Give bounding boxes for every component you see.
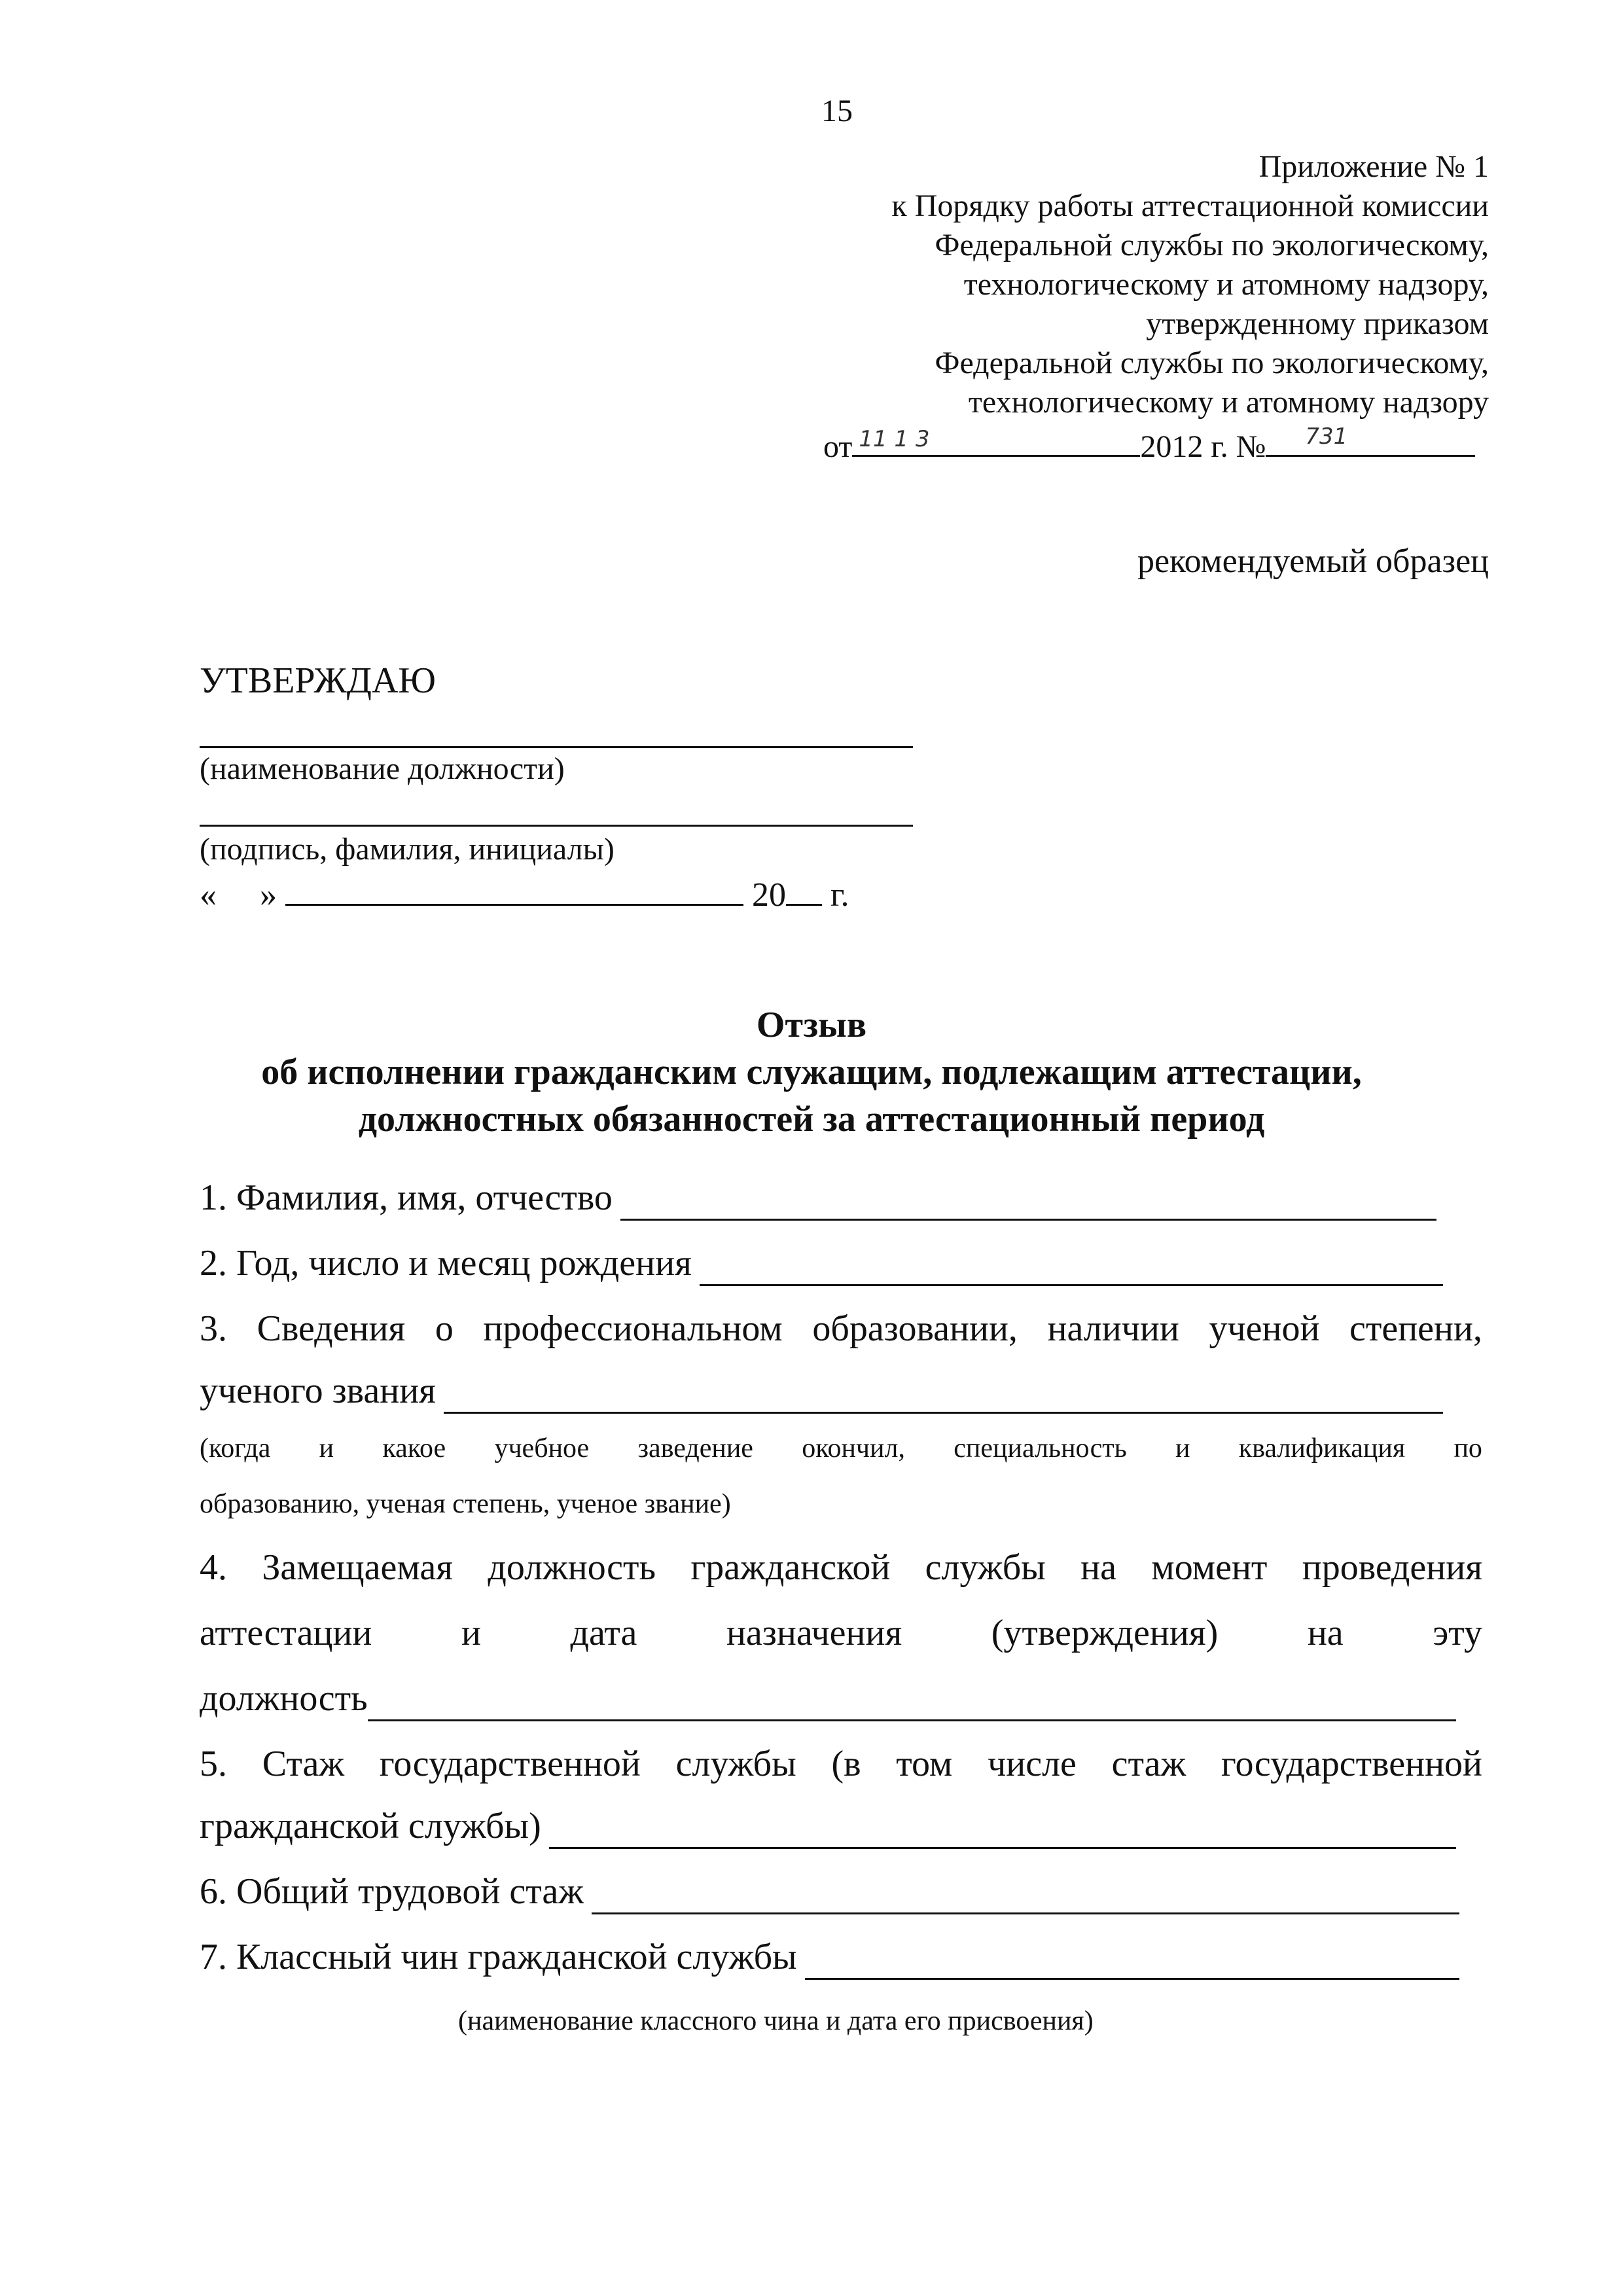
document-heading bbox=[134, 1001, 1489, 1143]
day-field[interactable] bbox=[225, 880, 251, 906]
word: профессиональном bbox=[483, 1308, 783, 1349]
order-date-field[interactable] bbox=[852, 422, 1140, 457]
item-work-experience bbox=[200, 1869, 1459, 1914]
item-education-line2 bbox=[200, 1368, 1443, 1414]
appendix-block bbox=[891, 147, 1489, 422]
word: (утверждения) bbox=[991, 1613, 1219, 1653]
word: на bbox=[1307, 1613, 1344, 1653]
handwritten-number: 731 bbox=[1305, 423, 1348, 450]
item-class-rank bbox=[200, 1934, 1459, 1980]
quote-open: « bbox=[200, 876, 217, 914]
item-label: должность bbox=[200, 1678, 368, 1719]
appendix-line: Федеральной службы по экологическому, bbox=[935, 346, 1489, 380]
appendix-line: утвержденному приказом bbox=[1146, 306, 1489, 341]
word: какое bbox=[382, 1433, 446, 1463]
word: специальность bbox=[954, 1433, 1127, 1463]
word: Стаж bbox=[262, 1744, 345, 1784]
word: окончил, bbox=[802, 1433, 905, 1463]
word: государственной bbox=[1221, 1744, 1482, 1784]
handwritten-date: 11 1 3 bbox=[859, 426, 930, 452]
word: числе bbox=[988, 1744, 1077, 1784]
approve-date-line bbox=[200, 874, 849, 917]
word: гражданской bbox=[690, 1547, 891, 1588]
word: Замещаемая bbox=[262, 1547, 454, 1588]
word: ученой bbox=[1209, 1308, 1320, 1349]
word: и bbox=[461, 1613, 481, 1653]
sample-label: рекомендуемый образец bbox=[1137, 543, 1489, 580]
item-label: ученого звания bbox=[200, 1371, 436, 1411]
appendix-line: к Порядку работы аттестационной комиссии bbox=[891, 188, 1489, 223]
word: службы bbox=[925, 1547, 1046, 1588]
item-label: гражданской службы) bbox=[200, 1806, 541, 1846]
word: наличии bbox=[1047, 1308, 1179, 1349]
appendix-line: технологическому и атомному надзору bbox=[968, 385, 1489, 420]
service-length-field[interactable] bbox=[549, 1816, 1456, 1849]
word: 3. bbox=[200, 1308, 227, 1349]
signature-line[interactable] bbox=[200, 825, 913, 827]
full-name-field[interactable] bbox=[620, 1187, 1436, 1221]
education-note-line2: образованию, ученая степень, ученое звание) bbox=[200, 1489, 731, 1519]
item-label: 6. Общий трудовой стаж bbox=[200, 1871, 584, 1912]
signature-caption: (подпись, фамилия, инициалы) bbox=[200, 832, 615, 867]
position-line[interactable] bbox=[200, 746, 913, 748]
word: степени, bbox=[1349, 1308, 1482, 1349]
class-rank-field[interactable] bbox=[805, 1946, 1459, 1980]
month-field[interactable] bbox=[285, 878, 743, 906]
word: аттестации bbox=[200, 1613, 372, 1653]
word: о bbox=[435, 1308, 454, 1349]
item-position bbox=[200, 1545, 1482, 1590]
word: должность bbox=[488, 1547, 656, 1588]
approve-title: УТВЕРЖДАЮ bbox=[200, 660, 436, 701]
work-experience-field[interactable] bbox=[592, 1881, 1459, 1914]
word: службы bbox=[675, 1744, 796, 1784]
word: проведения bbox=[1302, 1547, 1482, 1588]
item-full-name bbox=[200, 1175, 1436, 1221]
word: 4. bbox=[200, 1547, 227, 1588]
word: момент bbox=[1151, 1547, 1268, 1588]
appendix-line: технологическому и атомному надзору, bbox=[963, 267, 1489, 302]
item-position-line2 bbox=[200, 1610, 1482, 1656]
education-field[interactable] bbox=[444, 1380, 1443, 1414]
year-suffix: г. bbox=[830, 876, 849, 914]
year-number-label: 2012 г. № bbox=[1140, 429, 1266, 464]
word: квалификация bbox=[1238, 1433, 1406, 1463]
order-number-field[interactable] bbox=[1266, 422, 1475, 457]
item-position-line3 bbox=[200, 1676, 1456, 1721]
year-prefix: 20 bbox=[752, 876, 786, 914]
appendix-line: Федеральной службы по экологическому, bbox=[935, 228, 1489, 262]
date-prefix: от bbox=[823, 429, 853, 464]
word: и bbox=[1175, 1433, 1190, 1463]
item-service-length bbox=[200, 1741, 1482, 1787]
item-label: 2. Год, число и месяц рождения bbox=[200, 1243, 692, 1283]
education-note bbox=[200, 1430, 1482, 1467]
word: образовании, bbox=[812, 1308, 1018, 1349]
position-field[interactable] bbox=[368, 1688, 1456, 1721]
word: учебное bbox=[494, 1433, 590, 1463]
heading-line: Отзыв bbox=[756, 1005, 867, 1045]
word: по bbox=[1454, 1433, 1482, 1463]
item-education bbox=[200, 1306, 1482, 1352]
word: и bbox=[319, 1433, 334, 1463]
item-birth-date bbox=[200, 1240, 1443, 1286]
word: назначения bbox=[726, 1613, 902, 1653]
word: 5. bbox=[200, 1744, 227, 1784]
word: том bbox=[896, 1744, 953, 1784]
order-date-line bbox=[823, 422, 1475, 467]
heading-line: должностных обязанностей за аттестационный период bbox=[358, 1099, 1265, 1139]
heading-line: об исполнении гражданским служащим, подлежащим аттестации, bbox=[261, 1052, 1362, 1092]
word: эту bbox=[1433, 1613, 1482, 1653]
word: на bbox=[1080, 1547, 1116, 1588]
year-field[interactable] bbox=[786, 878, 822, 906]
class-rank-caption: (наименование классного чина и дата его присвоения) bbox=[458, 2006, 1094, 2036]
item-label: 1. Фамилия, имя, отчество bbox=[200, 1177, 613, 1218]
quote-close: » bbox=[260, 876, 277, 914]
word: заведение bbox=[637, 1433, 753, 1463]
word: дата bbox=[570, 1613, 637, 1653]
page-number: 15 bbox=[821, 94, 853, 128]
word: (в bbox=[831, 1744, 861, 1784]
birth-date-field[interactable] bbox=[700, 1253, 1443, 1286]
item-service-length-line2 bbox=[200, 1803, 1456, 1849]
item-label: 7. Классный чин гражданской службы bbox=[200, 1937, 797, 1977]
word: (когда bbox=[200, 1433, 271, 1463]
word: Сведения bbox=[257, 1308, 406, 1349]
word: стаж bbox=[1111, 1744, 1186, 1784]
position-caption: (наименование должности) bbox=[200, 751, 565, 786]
word: государственной bbox=[379, 1744, 641, 1784]
appendix-line: Приложение № 1 bbox=[1258, 149, 1489, 184]
